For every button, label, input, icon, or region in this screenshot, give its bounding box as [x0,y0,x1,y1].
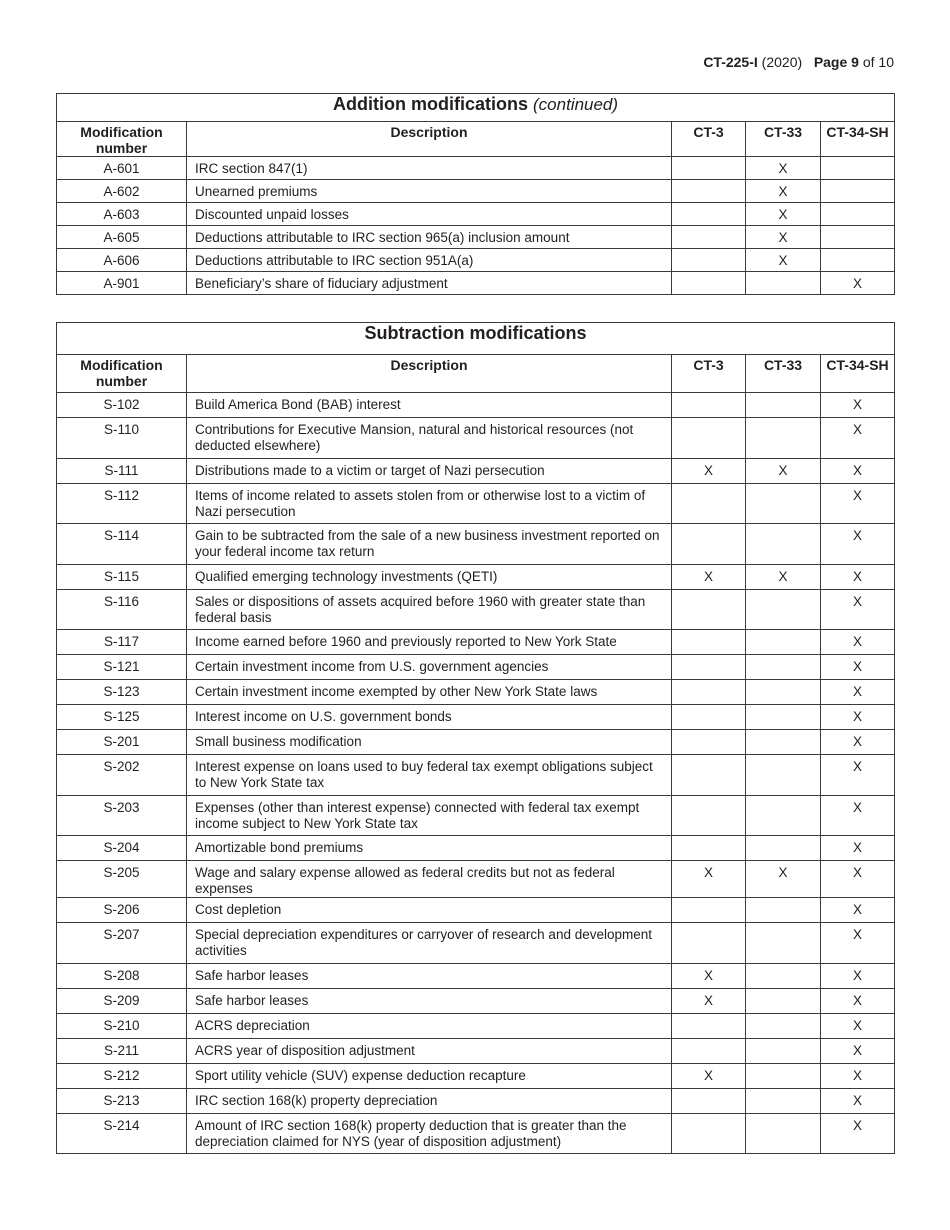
ct3-cell [672,157,746,180]
ct33-cell: X [746,180,821,203]
ct3-cell [672,836,746,861]
ct3-cell [672,898,746,923]
description-cell: Small business modification [187,730,672,755]
table-row [57,861,895,898]
ct3-cell [672,249,746,272]
ct3-cell [672,203,746,226]
modification-number-cell: S-102 [57,393,187,418]
ct33-cell [746,393,821,418]
ct3-cell [672,705,746,730]
ct34sh-cell: X [821,458,895,483]
addition-title-cell [57,94,895,122]
subtraction-header-row [57,355,895,393]
table-row [57,755,895,796]
ct34sh-cell: X [821,730,895,755]
ct33-cell [746,730,821,755]
ct34sh-cell: X [821,272,895,295]
modification-number-cell: S-212 [57,1063,187,1088]
ct33-cell: X [746,203,821,226]
ct33-cell [746,589,821,630]
table-row [57,249,895,272]
table-row [57,1038,895,1063]
table-row [57,1013,895,1038]
modification-number-cell: S-209 [57,988,187,1013]
modification-number-cell: S-207 [57,923,187,964]
table-row [57,157,895,180]
ct3-cell [672,226,746,249]
modification-number-cell: S-202 [57,755,187,796]
col-header-ct34sh: CT-34-SH [821,355,895,393]
description-cell: Amount of IRC section 168(k) property deduction that is greater than the depreciation claimed for NYS (year of disposition adjustment) [187,1113,672,1154]
ct3-cell [672,655,746,680]
addition-body [57,157,895,295]
table-row [57,655,895,680]
description-cell: Safe harbor leases [187,988,672,1013]
ct3-cell [672,589,746,630]
ct3-cell [672,1038,746,1063]
ct33-cell [746,418,821,459]
ct33-cell: X [746,861,821,898]
modification-number-cell: S-111 [57,458,187,483]
ct34sh-cell: X [821,755,895,796]
ct3-cell [672,272,746,295]
ct3-cell: X [672,564,746,589]
table-row [57,630,895,655]
ct34sh-cell: X [821,988,895,1013]
modification-number-cell: S-214 [57,1113,187,1154]
ct3-cell [672,393,746,418]
modification-number-cell: S-112 [57,483,187,524]
form-year: (2020) [761,54,803,70]
ct3-cell [672,1013,746,1038]
subtraction-modifications-table [56,322,895,1154]
ct33-cell [746,483,821,524]
table-row [57,226,895,249]
addition-modifications-table [56,93,895,295]
modification-number-cell: S-114 [57,524,187,565]
col-header-ct33: CT-33 [746,355,821,393]
table-row [57,393,895,418]
description-cell: Sport utility vehicle (SUV) expense deduction recapture [187,1063,672,1088]
ct33-cell [746,272,821,295]
ct34sh-cell: X [821,589,895,630]
col-header-description: Description [187,122,672,157]
ct3-cell [672,180,746,203]
ct3-cell [672,630,746,655]
subtraction-title: Subtraction modifications [364,323,587,343]
modification-number-cell: S-121 [57,655,187,680]
modification-number-cell: S-203 [57,795,187,836]
description-cell: Contributions for Executive Mansion, natural and historical resources (not deducted elsewhere) [187,418,672,459]
form-id: CT-225-I [703,54,758,70]
table-row [57,458,895,483]
ct33-cell [746,680,821,705]
description-cell: Deductions attributable to IRC section 951A(a) [187,249,672,272]
table-row [57,923,895,964]
ct3-cell: X [672,963,746,988]
table-row [57,564,895,589]
modification-number-cell: S-117 [57,630,187,655]
ct3-cell [672,418,746,459]
ct33-cell [746,630,821,655]
ct33-cell: X [746,249,821,272]
table-row [57,524,895,565]
ct34sh-cell: X [821,564,895,589]
description-cell: Certain investment income exempted by other New York State laws [187,680,672,705]
modification-number-cell: A-603 [57,203,187,226]
addition-header-row [57,122,895,157]
table-row [57,795,895,836]
description-cell: Income earned before 1960 and previously reported to New York State [187,630,672,655]
subtraction-title-cell [57,323,895,355]
ct3-cell [672,680,746,705]
col-header-ct3: CT-3 [672,355,746,393]
description-cell: Cost depletion [187,898,672,923]
table-row [57,705,895,730]
ct34sh-cell: X [821,898,895,923]
table-row [57,963,895,988]
description-cell: Amortizable bond premiums [187,836,672,861]
ct3-cell [672,1088,746,1113]
modification-number-cell: S-110 [57,418,187,459]
ct3-cell [672,923,746,964]
modification-number-cell: A-605 [57,226,187,249]
modification-number-cell: A-901 [57,272,187,295]
ct33-cell: X [746,458,821,483]
ct34sh-cell: X [821,1038,895,1063]
table-row [57,1088,895,1113]
ct33-cell [746,524,821,565]
ct34sh-cell: X [821,483,895,524]
ct34sh-cell: X [821,393,895,418]
ct34sh-cell: X [821,680,895,705]
table-row [57,1063,895,1088]
table-row [57,203,895,226]
ct33-cell [746,655,821,680]
ct3-cell [672,755,746,796]
addition-title: Addition modifications [332,94,528,114]
ct33-cell [746,988,821,1013]
ct3-cell [672,795,746,836]
ct33-cell [746,1113,821,1154]
table-row [57,680,895,705]
ct34sh-cell: X [821,1063,895,1088]
ct34sh-cell: X [821,1113,895,1154]
table-row [57,836,895,861]
ct33-cell [746,923,821,964]
ct34sh-cell [821,180,895,203]
description-cell: Certain investment income from U.S. government agencies [187,655,672,680]
description-cell: Items of income related to assets stolen from or otherwise lost to a victim of Nazi persecution [187,483,672,524]
modification-number-cell: S-206 [57,898,187,923]
description-cell: Expenses (other than interest expense) connected with federal tax exempt income subject to New York State tax [187,795,672,836]
ct34sh-cell: X [821,963,895,988]
ct33-cell [746,1013,821,1038]
addition-title-continued: (continued) [533,95,619,114]
table-row [57,272,895,295]
description-cell: Interest income on U.S. government bonds [187,705,672,730]
table-row [57,180,895,203]
table-row [57,1113,895,1154]
ct33-cell: X [746,157,821,180]
description-cell: IRC section 847(1) [187,157,672,180]
ct34sh-cell: X [821,861,895,898]
ct34sh-cell [821,203,895,226]
modification-number-cell: S-115 [57,564,187,589]
ct3-cell [672,524,746,565]
ct3-cell [672,483,746,524]
ct3-cell: X [672,861,746,898]
ct34sh-cell [821,249,895,272]
col-header-modification-number: Modification number [57,122,187,157]
ct34sh-cell: X [821,524,895,565]
description-cell: ACRS year of disposition adjustment [187,1038,672,1063]
ct33-cell [746,1063,821,1088]
ct33-cell [746,705,821,730]
modification-number-cell: S-213 [57,1088,187,1113]
ct33-cell [746,898,821,923]
ct34sh-cell [821,226,895,249]
ct34sh-cell: X [821,630,895,655]
description-cell: Interest expense on loans used to buy federal tax exempt obligations subject to New York State tax [187,755,672,796]
modification-number-cell: S-201 [57,730,187,755]
ct3-cell: X [672,458,746,483]
ct3-cell [672,730,746,755]
ct33-cell [746,836,821,861]
description-cell: Discounted unpaid losses [187,203,672,226]
ct34sh-cell: X [821,705,895,730]
modification-number-cell: S-123 [57,680,187,705]
ct33-cell [746,963,821,988]
description-cell: Special depreciation expenditures or carryover of research and development activities [187,923,672,964]
col-header-ct34sh: CT-34-SH [821,122,895,157]
description-cell: Sales or dispositions of assets acquired before 1960 with greater state than federal basis [187,589,672,630]
description-cell: Beneficiary’s share of fiduciary adjustment [187,272,672,295]
modification-number-cell: S-205 [57,861,187,898]
table-row [57,898,895,923]
modification-number-cell: A-602 [57,180,187,203]
table-row [57,418,895,459]
description-cell: Qualified emerging technology investments (QETI) [187,564,672,589]
ct34sh-cell: X [821,923,895,964]
page-number: 9 [851,54,859,70]
modification-number-cell: A-606 [57,249,187,272]
ct33-cell [746,795,821,836]
ct34sh-cell: X [821,1088,895,1113]
modification-number-cell: S-125 [57,705,187,730]
ct34sh-cell: X [821,795,895,836]
ct34sh-cell: X [821,836,895,861]
modification-number-cell: S-204 [57,836,187,861]
description-cell: Build America Bond (BAB) interest [187,393,672,418]
modification-number-cell: S-210 [57,1013,187,1038]
col-header-ct3: CT-3 [672,122,746,157]
ct3-cell [672,1113,746,1154]
description-cell: Unearned premiums [187,180,672,203]
description-cell: Wage and salary expense allowed as federal credits but not as federal expenses [187,861,672,898]
modification-number-cell: A-601 [57,157,187,180]
description-cell: IRC section 168(k) property depreciation [187,1088,672,1113]
ct34sh-cell: X [821,1013,895,1038]
description-cell: Safe harbor leases [187,963,672,988]
description-cell: Distributions made to a victim or target of Nazi persecution [187,458,672,483]
ct34sh-cell: X [821,655,895,680]
page-label: Page [813,54,848,70]
modification-number-cell: S-116 [57,589,187,630]
col-header-ct33: CT-33 [746,122,821,157]
ct33-cell [746,755,821,796]
ct33-cell [746,1038,821,1063]
ct34sh-cell [821,157,895,180]
ct3-cell: X [672,988,746,1013]
table-row [57,730,895,755]
col-header-description: Description [187,355,672,393]
ct33-cell: X [746,564,821,589]
page-of: of 10 [862,54,894,70]
table-row [57,988,895,1013]
description-cell: Gain to be subtracted from the sale of a new business investment reported on your federal income tax return [187,524,672,565]
modification-number-cell: S-211 [57,1038,187,1063]
col-header-modification-number: Modification number [57,355,187,393]
ct3-cell: X [672,1063,746,1088]
table-row [57,483,895,524]
ct33-cell: X [746,226,821,249]
description-cell: ACRS depreciation [187,1013,672,1038]
ct33-cell [746,1088,821,1113]
table-row [57,589,895,630]
page-header [703,54,894,70]
modification-number-cell: S-208 [57,963,187,988]
subtraction-body [57,393,895,1154]
ct34sh-cell: X [821,418,895,459]
description-cell: Deductions attributable to IRC section 965(a) inclusion amount [187,226,672,249]
